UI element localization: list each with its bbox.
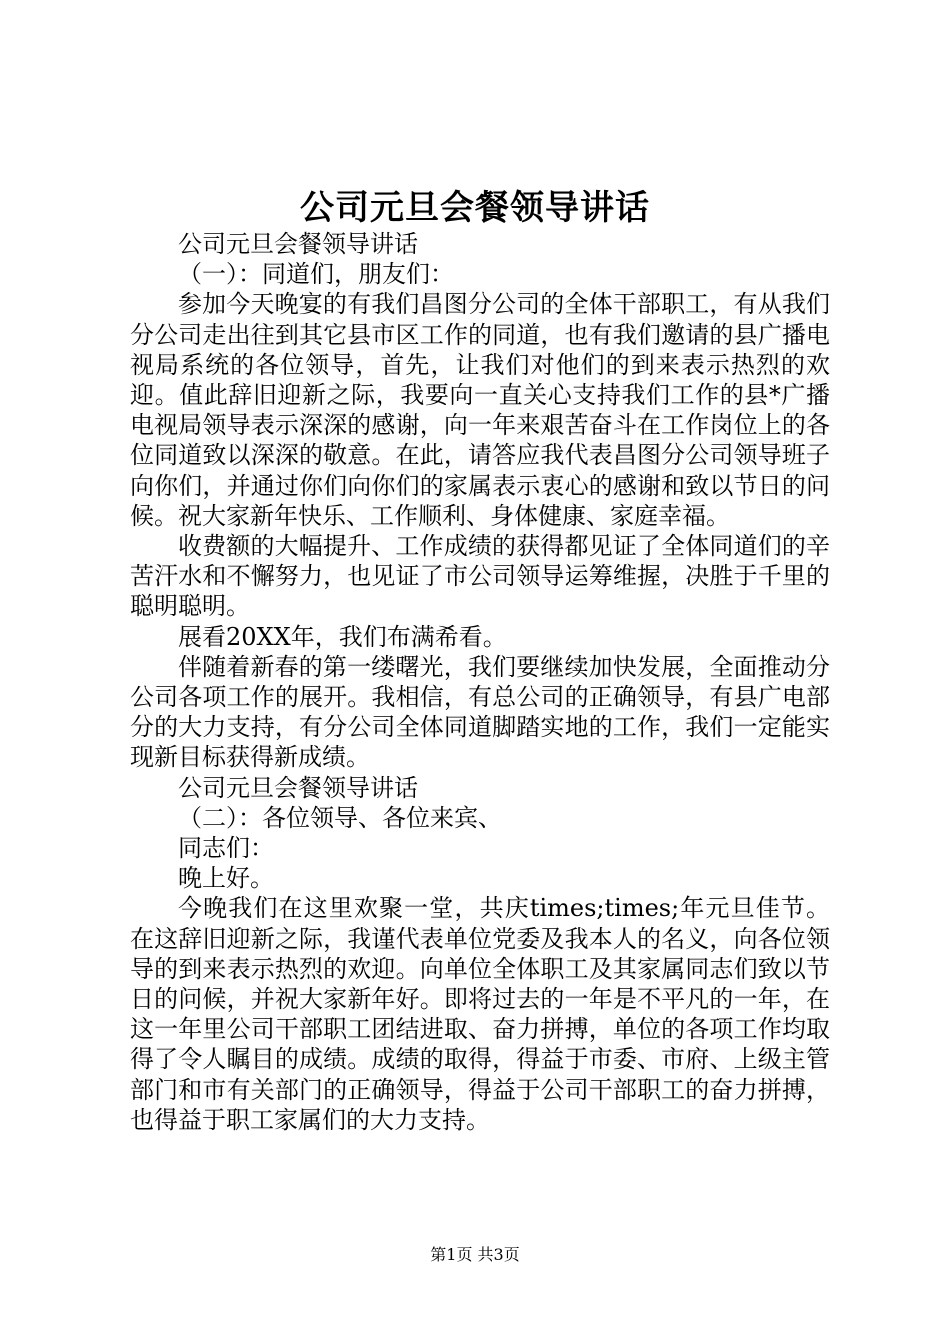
paragraph-subtitle-2: 公司元旦会餐领导讲话	[178, 773, 418, 802]
page-number: 第1页 共3页	[430, 1245, 520, 1264]
paragraph-welcome: 参加今天晚宴的有我们昌图分公司的全体干部职工，有从我们分公司走出往到其它县市区工作的同道，也有我们邀请的县广播电视局系统的各位领导，首先，让我们对他们的到来表示热烈的欢迎。值此辞旧迎新之际，我要向一直关心支持我们工作的县*广播电视局领导表示深深的感谢，向一年来艰苦奋斗在工作岗位上的各位同道致以深深的敬意。在此，请答应我代表昌图分公司领导班子向你们，并通过你们向你们的家属表示衷心的感谢和致以节日的问候。祝大家新年快乐、工作顺利、身体健康、家庭幸福。	[130, 290, 830, 530]
paragraph-comrades: 同志们：	[178, 834, 274, 863]
paragraph-salutation-2: （二）：各位领导、各位来宾、	[178, 803, 502, 832]
paragraph-celebration: 今晚我们在这里欢聚一堂，共庆times;times;年元旦佳节。在这辞旧迎新之际，我谨代表单位党委及我本人的名义，向各位领导的到来表示热烈的欢迎。向单位全体职工及其家属同志们致以节日的问候，并祝大家新年好。即将过去的一年是不平凡的一年，在这一年里公司干部职工团结进取、奋力拼搏，单位的各项工作均取得了令人瞩目的成绩。成绩的取得，得益于市委、市府、上级主管部门和市有关部门的正确领导，得益于公司干部职工的奋力拼搏，也得益于职工家属们的大力支持。	[130, 894, 830, 1134]
paragraph-salutation-1: （一）：同道们，朋友们：	[178, 260, 454, 289]
paragraph-achievements: 收费额的大幅提升、工作成绩的获得都见证了全体同道们的辛苦汗水和不懈努力，也见证了市公司领导运筹维握，决胜于千里的聪明聪明。	[130, 532, 830, 621]
document-body	[130, 229, 830, 1135]
page-title: 公司元旦会餐领导讲话	[300, 188, 650, 228]
paragraph-greeting: 晚上好。	[178, 864, 274, 893]
paragraph-subtitle-1: 公司元旦会餐领导讲话	[178, 230, 418, 258]
paragraph-outlook: 展看20XX年，我们布满希看。	[178, 622, 507, 651]
paragraph-development: 伴随着新春的第一缕曙光，我们要继续加快发展，全面推动分公司各项工作的展开。我相信，有总公司的正确领导，有县广电部分的大力支持，有分公司全体同道脚踏实地的工作，我们一定能实现新目标获得新成绩。	[130, 652, 830, 772]
